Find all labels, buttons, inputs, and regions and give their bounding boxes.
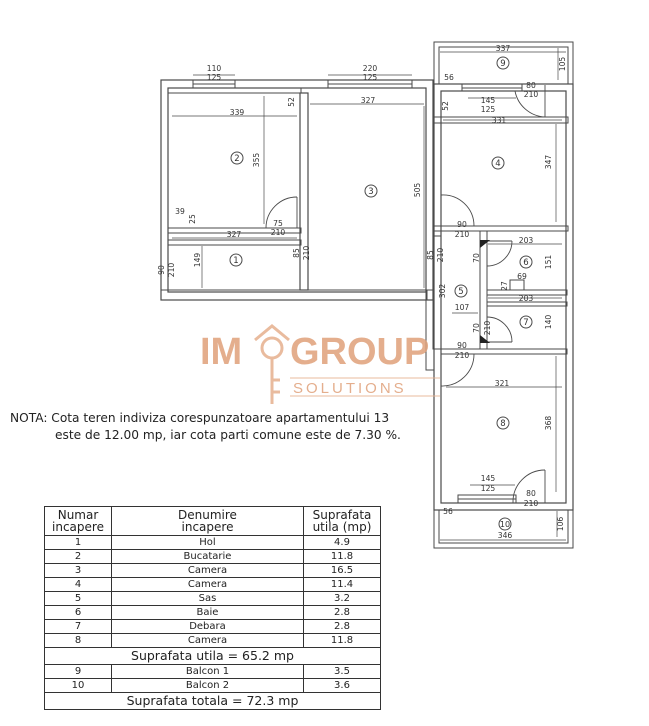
table-row: 7 Debara 2.8 [45, 620, 381, 634]
house-key-icon [255, 326, 289, 404]
dim-368: 368 [544, 415, 553, 431]
table-header [45, 507, 381, 536]
dim-90-b: 90 [457, 220, 467, 229]
dim-56-a: 56 [444, 73, 454, 82]
dim-210-i: 210 [523, 499, 539, 508]
dim-90-a: 90 [157, 265, 166, 275]
dim-105: 105 [558, 56, 567, 72]
dim-90-c: 90 [457, 341, 467, 350]
header-room-area: Suprafata utila (mp) [304, 507, 381, 536]
note-text [10, 410, 440, 444]
dim-80-a: 80 [526, 81, 536, 90]
note-line-1: NOTA: Cota teren indiviza corespunzatoare apartamentului 13 [10, 411, 390, 425]
dim-125-a: 125 [206, 73, 222, 82]
room-label-2: 2 [234, 154, 240, 164]
room-label-7: 7 [523, 318, 529, 328]
dim-210-h: 210 [454, 351, 470, 360]
dim-70-a: 70 [472, 253, 481, 263]
dim-75: 75 [273, 219, 283, 228]
room-label-1: 1 [233, 256, 239, 266]
table-row: 5 Sas 3.2 [45, 592, 381, 606]
dim-151: 151 [544, 254, 553, 270]
header-room-name: Denumire incapere [112, 507, 304, 536]
dimension-lines [172, 48, 566, 540]
dim-125-b: 125 [362, 73, 378, 82]
dim-52-b: 52 [287, 97, 296, 107]
watermark-group: GROUP [290, 331, 430, 373]
dim-25: 25 [188, 214, 197, 224]
table-row: 3 Camera 16.5 [45, 564, 381, 578]
watermark-solutions: SOLUTIONS [293, 380, 407, 397]
dim-302: 302 [438, 283, 447, 299]
dim-210-e: 210 [302, 245, 311, 261]
dim-125-c: 125 [480, 105, 496, 114]
dim-210-a: 210 [523, 90, 539, 99]
dim-210-b: 210 [270, 228, 286, 237]
useful-area-total-row: Suprafata utila = 65.2 mp [45, 648, 381, 665]
dim-339: 339 [229, 108, 245, 117]
dim-145-b: 145 [480, 474, 496, 483]
dim-203-b: 203 [518, 294, 534, 303]
room-label-4: 4 [495, 159, 501, 169]
interior-walls [161, 88, 568, 370]
dim-331: 331 [491, 116, 507, 125]
room-label-8: 8 [500, 419, 506, 429]
note-line-2: este de 12.00 mp, iar cota parti comune este de 7.30 %. [55, 428, 401, 442]
dim-210-c: 210 [167, 262, 176, 278]
table-row: 4 Camera 11.4 [45, 578, 381, 592]
dim-107: 107 [454, 303, 470, 312]
room-label-9: 9 [500, 59, 506, 69]
room-label-6: 6 [523, 258, 529, 268]
dim-203-a: 203 [518, 236, 534, 245]
dim-80-b: 80 [526, 489, 536, 498]
dim-327-b: 327 [226, 230, 242, 239]
dim-70-b: 70 [472, 323, 481, 333]
room-label-10: 10 [499, 520, 511, 529]
dim-106: 106 [556, 516, 565, 532]
dim-125-d: 125 [480, 484, 496, 493]
dim-321: 321 [494, 379, 510, 388]
dim-327-a: 327 [360, 96, 376, 105]
watermark-logo [200, 326, 440, 404]
dim-85-a: 85 [292, 248, 301, 258]
dim-39: 39 [175, 207, 185, 216]
dim-52-a: 52 [441, 101, 450, 111]
dim-346: 346 [497, 531, 513, 540]
watermark-im: IM [200, 331, 243, 373]
table-row: 6 Baie 2.8 [45, 606, 381, 620]
dim-85-b: 85 [426, 250, 435, 260]
dim-505: 505 [413, 182, 422, 198]
grand-total-row: Suprafata totala = 72.3 mp [45, 693, 381, 710]
room-area-table [44, 506, 381, 710]
dim-56-b: 56 [443, 507, 453, 516]
dim-210-f: 210 [436, 247, 445, 263]
room-label-3: 3 [368, 187, 374, 197]
dim-210-g: 210 [483, 320, 492, 336]
dim-140: 140 [544, 314, 553, 330]
table-row: 10 Balcon 2 3.6 [45, 679, 381, 693]
dim-337: 337 [495, 44, 511, 53]
dim-355: 355 [252, 152, 261, 168]
table-row: 1 Hol 4.9 [45, 536, 381, 550]
room-label-5: 5 [458, 287, 464, 297]
table-row: 8 Camera 11.8 [45, 634, 381, 648]
dim-27: 27 [500, 281, 509, 291]
dim-220: 220 [362, 64, 378, 73]
balcony-10 [434, 510, 573, 548]
table-row: 9 Balcon 1 3.5 [45, 665, 381, 679]
dim-347: 347 [544, 154, 553, 170]
dim-210-d: 210 [454, 230, 470, 239]
header-room-number: Numar incapere [45, 507, 112, 536]
dim-110: 110 [206, 64, 222, 73]
dim-69: 69 [517, 272, 527, 281]
dim-145-a: 145 [480, 96, 496, 105]
dim-149: 149 [193, 252, 202, 268]
table-row: 2 Bucatarie 11.8 [45, 550, 381, 564]
